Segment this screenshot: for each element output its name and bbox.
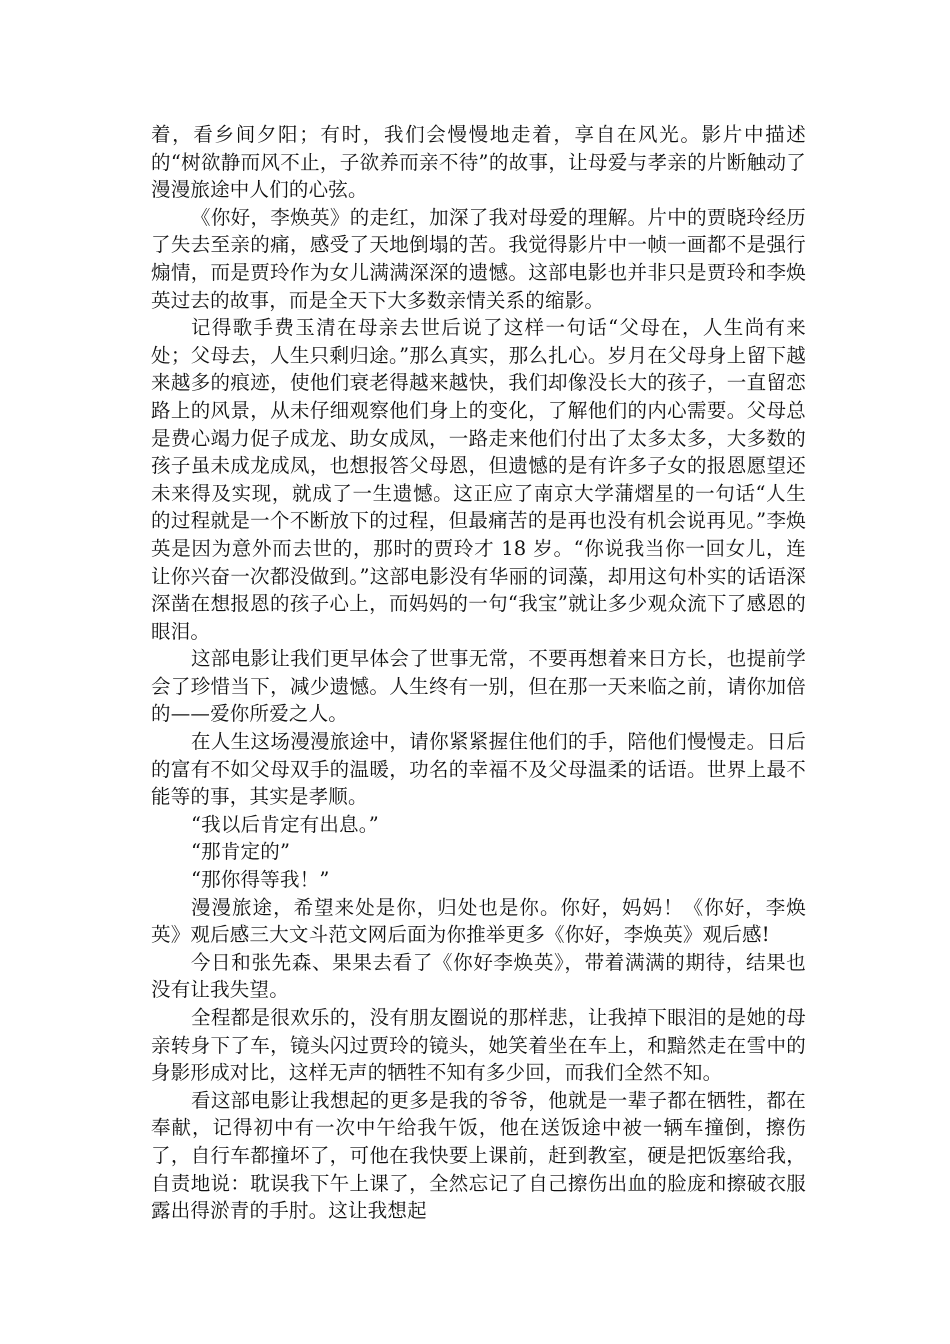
paragraph: 今日和张先森、果果去看了《你好李焕英》，带着满满的期待，结果也没有让我失望。 bbox=[151, 950, 806, 1002]
paragraph: 在人生这场漫漫旅途中，请你紧紧握住他们的手，陪他们慢慢走。日后的富有不如父母双手的温暖，功名的幸福不及父母温柔的话语。世界上最不能等的事，其实是孝顺。 bbox=[151, 730, 806, 809]
paragraph: 记得歌手费玉清在母亲去世后说了这样一句话“父母在，人生尚有来处；父母去，人生只剩归途。”那么真实，那么扎心。岁月在父母身上留下越来越多的痕迹，使他们衰老得越来越快，我们却像没长大的孩子，一直留恋路上的风景，从未仔细观察他们身上的变化，了解他们的内心需要。父母总是费心竭力促子成龙、助女成凤，一路走来他们付出了太多太多，大多数的孩子虽未成龙成凤，也想报答父母恩，但遗憾的是有许多子女的报恩愿望还未来得及实现，就成了一生遗憾。这正应了南京大学蒲熠星的一句话“人生的过程就是一个不断放下的过程，但最痛苦的是再也没有机会说再见。”李焕英是因为意外而去世的，那时的贾玲才 18 岁。“你说我当你一回女儿，连让你兴奋一次都没做到。”这部电影没有华丽的词藻，却用这句朴实的话语深深凿在想报恩的孩子心上，而妈妈的一句“我宝”就让多少观众流下了感恩的眼泪。 bbox=[151, 316, 806, 643]
dialogue-line: “我以后肯定有出息。” bbox=[190, 812, 379, 836]
paragraph: 着，看乡间夕阳；有时，我们会慢慢地走着，享自在风光。影片中描述的“树欲静而风不止，子欲养而亲不待”的故事，让母爱与孝亲的片断触动了漫漫旅途中人们的心弦。 bbox=[151, 123, 806, 202]
document-body bbox=[151, 121, 806, 1225]
paragraph: 这部电影让我们更早体会了世事无常，不要再想着来日方长，也提前学会了珍惜当下，减少遗憾。人生终有一别，但在那一天来临之前，请你加倍的——爱你所爱之人。 bbox=[151, 647, 806, 726]
dialogue-line: “那你得等我！” bbox=[190, 868, 330, 892]
paragraph: 全程都是很欢乐的，没有朋友圈说的那样悲，让我掉下眼泪的是她的母亲转身下了车，镜头闪过贾玲的镜头，她笑着坐在车上，和黯然走在雪中的身影形成对比，这样无声的牺牲不知有多少回，而我们全然不知。 bbox=[151, 1006, 806, 1085]
paragraph: 《你好，李焕英》的走红，加深了我对母爱的理解。片中的贾晓玲经历了失去至亲的痛，感受了天地倒塌的苦。我觉得影片中一帧一画都不是强行煽情，而是贾玲作为女儿满满深深的遗憾。这部电影也并非只是贾玲和李焕英过去的故事，而是全天下大多数亲情关系的缩影。 bbox=[151, 205, 806, 312]
paragraph: 看这部电影让我想起的更多是我的爷爷，他就是一辈子都在牺牲，都在奉献，记得初中有一次中午给我午饭，他在送饭途中被一辆车撞倒，擦伤了，自行车都撞坏了，可他在我快要上课前，赶到教室，硬是把饭塞给我，自责地说：耽误我下午上课了，全然忘记了自己擦伤出血的脸庞和擦破衣服露出得淤青的手肘。这让我想起 bbox=[151, 1088, 806, 1223]
paragraph: 漫漫旅途，希望来处是你，归处也是你。你好，妈妈！《你好，李焕英》观后感三大文斗范文网后面为你推举更多《你好，李焕英》观后感! bbox=[151, 895, 806, 947]
dialogue-line: “那肯定的” bbox=[190, 840, 291, 864]
